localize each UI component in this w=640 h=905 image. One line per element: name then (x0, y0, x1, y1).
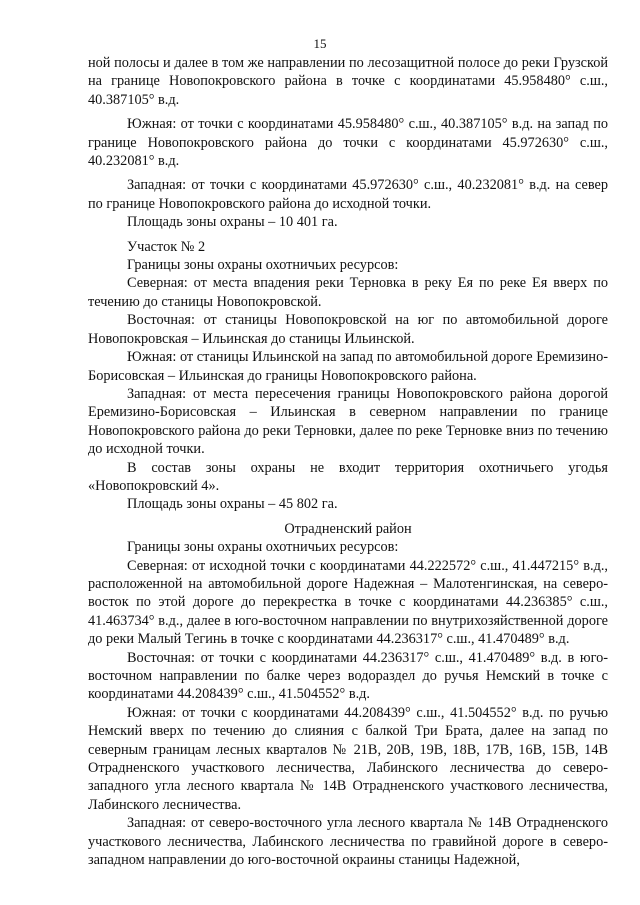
paragraph-area: Площадь зоны охраны – 10 401 га. (127, 214, 338, 231)
paragraph-north-boundary: Северная: от места впадения реки Терновка в реку Ея по реке Ея вверх по течению до станицы Новопокровской. (88, 275, 608, 310)
section-heading-plot-2: Участок № 2 (127, 238, 206, 255)
paragraph-north-boundary-3: Северная: от исходной точки с координатами 44.222572° с.ш., 41.447215° в.д., расположенной на автомобильной дороге Надежная – Малотенгинская, на северо-восток по этой дороге до перекрестка в точке с координатами 44.236385° с.ш., 41.463734° в.д., далее в юго-восточном направлении по внутрихозяйственной дороге до реки Малый Тегинь в точке с координатами 44.236317° с.ш., 41.470489° в.д. (88, 557, 608, 648)
paragraph-south-boundary: Южная: от точки с координатами 45.958480° с.ш., 40.387105° в.д. на запад по границе Новопокровского района до точки с координатами 45.972630° с.ш., 40.232081° в.д. (88, 116, 608, 170)
section-heading-district: Отрадненский район (284, 520, 412, 537)
paragraph-boundaries-intro: Границы зоны охраны охотничьих ресурсов: (127, 257, 399, 274)
paragraph-exclusion: В состав зоны охраны не входит территория охотничьего угодья «Новопокровский 4». (88, 459, 608, 494)
paragraph-east-boundary: Восточная: от станицы Новопокровской на юг по автомобильной дороге Новопокровская – Ильинская до станицы Ильинской. (88, 312, 608, 347)
paragraph-boundaries-intro-2: Границы зоны охраны охотничьих ресурсов: (127, 539, 399, 556)
paragraph-west-boundary: Западная: от точки с координатами 45.972630° с.ш., 40.232081° в.д. на север по границе Новопокровского района до исходной точки. (88, 177, 608, 212)
paragraph-south-boundary-2: Южная: от станицы Ильинской на запад по автомобильной дороге Еремизино-Борисовская – Ильинская до границы Новопокровского района. (88, 349, 608, 384)
paragraph-continuation: ной полосы и далее в том же направлении по лесозащитной полосе до реки Грузской на границе Новопокровского района в точке с координатами 45.958480° с.ш., 40.387105° в.д. (88, 55, 608, 108)
paragraph-south-boundary-3: Южная: от точки с координатами 44.208439° с.ш., 41.504552° в.д. по ручью Немский вверх по течению до слияния с балкой Три Брата, далее на запад по северным границам лесных кварталов № 21В, 20В, 19В, 18В, 17В, 16В, 15В, 14В Отрадненского участкового лесничества, Лабинского лесничества до северо-западного угла лесного квартала № 14В Отрадненского участкового лесничества, Лабинского лесничества. (88, 704, 608, 813)
paragraph-west-boundary-2: Западная: от места пересечения границы Новопокровского района дорогой Еремизино-Борисовская – Ильинская в северном направлении по границе Новопокровского района до реки Терновки, далее по реке Терновке вниз по течению до исходной точки. (88, 385, 608, 458)
paragraph-west-boundary-3: Западная: от северо-восточного угла лесного квартала № 14В Отрадненского участкового лесничества, Лабинского лесничества по гравийной дороге в северо-западном направлении до юго-восточной окраины станицы Надежной, (88, 815, 608, 869)
paragraph-area-2: Площадь зоны охраны – 45 802 га. (127, 496, 338, 513)
paragraph-east-boundary-3: Восточная: от точки с координатами 44.236317° с.ш., 41.470489° в.д. в юго-восточном направлении по балке через водораздел до ручья Немский в точке с координатами 44.208439° с.ш., 41.504552° в.д. (88, 649, 608, 703)
document-body (88, 54, 608, 869)
page-number: 15 (313, 36, 327, 51)
